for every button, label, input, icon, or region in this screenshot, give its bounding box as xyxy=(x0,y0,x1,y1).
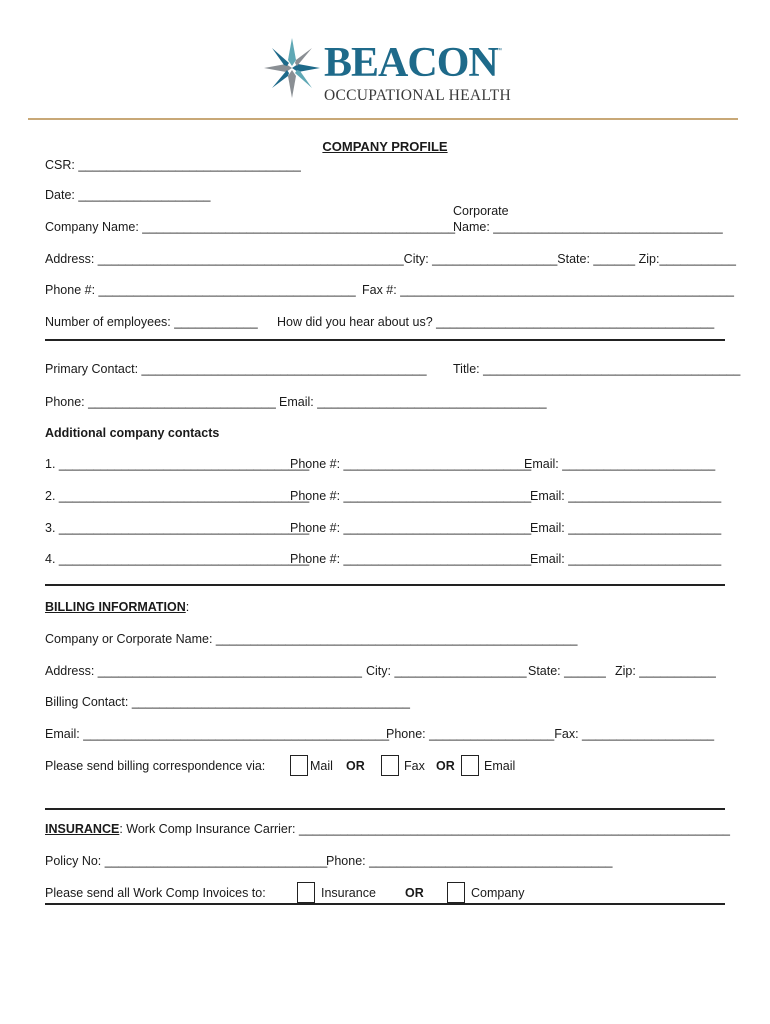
trademark: ™ xyxy=(496,48,502,54)
contact-row-phone[interactable]: Phone #: ___________________________ xyxy=(290,521,532,535)
contact-row-phone[interactable]: Phone #: ___________________________ xyxy=(290,457,532,471)
section-divider xyxy=(45,808,725,810)
phone-field[interactable]: Phone #: _____________________________________ xyxy=(45,283,356,297)
section-divider xyxy=(45,339,725,341)
insurance-phone-field[interactable]: Phone: ___________________________________ xyxy=(326,854,613,868)
email-checkbox[interactable] xyxy=(461,755,479,776)
billing-contact-field[interactable]: Billing Contact: ________________________________________ xyxy=(45,695,410,709)
brand-subtitle: OCCUPATIONAL HEALTH xyxy=(324,87,511,104)
fax-option-label: Fax xyxy=(404,759,425,773)
billing-state-field[interactable]: State: ______ xyxy=(528,664,606,678)
insurance-carrier-field[interactable]: : Work Comp Insurance Carrier: ______________________________________________________________ xyxy=(119,822,731,836)
billing-phone-fax-field[interactable]: Phone: __________________Fax: ___________________ xyxy=(386,727,715,741)
section-divider xyxy=(45,584,725,586)
corporate-name-field[interactable]: Name: _________________________________ xyxy=(453,220,723,234)
address-field[interactable]: Address: ____________________________________________City: __________________State: ______ Zip:___________ xyxy=(45,252,736,266)
billing-send-label: Please send billing correspondence via: xyxy=(45,759,266,773)
company-name-field[interactable]: Company Name: _____________________________________________ xyxy=(45,220,456,234)
contact-phone-field[interactable]: Phone: ___________________________ xyxy=(45,395,276,409)
contact-title-field[interactable]: Title: _____________________________________ xyxy=(453,362,741,376)
star-compass-icon xyxy=(262,36,322,100)
billing-address-field[interactable]: Address: ______________________________________ xyxy=(45,664,362,678)
date-field[interactable]: Date: ___________________ xyxy=(45,188,211,202)
email-option-label: Email xyxy=(484,759,516,773)
fax-checkbox[interactable] xyxy=(381,755,399,776)
contact-row-phone[interactable]: Phone #: ___________________________ xyxy=(290,489,532,503)
contact-email-field[interactable]: Email: _________________________________ xyxy=(279,395,547,409)
insurance-checkbox[interactable] xyxy=(297,882,315,903)
billing-heading-colon: : xyxy=(185,600,190,614)
heard-about-field[interactable]: How did you hear about us? ________________________________________ xyxy=(277,315,715,329)
beacon-logo xyxy=(262,36,512,108)
contact-row-name[interactable]: 3. ____________________________________ xyxy=(45,521,310,535)
contact-row-phone[interactable]: Phone #: ___________________________ xyxy=(290,552,532,566)
insurance-carrier-line[interactable] xyxy=(45,822,730,836)
billing-corp-name-field[interactable]: Company or Corporate Name: ____________________________________________________ xyxy=(45,632,578,646)
page-title: COMPANY PROFILE xyxy=(322,139,448,154)
contact-row-email[interactable]: Email: ______________________ xyxy=(530,521,722,535)
or-label: OR xyxy=(346,759,365,773)
billing-email-field[interactable]: Email: ____________________________________________ xyxy=(45,727,390,741)
contact-row-email[interactable]: Email: ______________________ xyxy=(530,552,722,566)
billing-zip-field[interactable]: Zip: ___________ xyxy=(615,664,716,678)
header-divider xyxy=(28,118,738,120)
invoice-send-label: Please send all Work Comp Invoices to: xyxy=(45,886,266,900)
primary-contact-field[interactable]: Primary Contact: _________________________________________ xyxy=(45,362,427,376)
corporate-label: Corporate xyxy=(453,204,509,218)
mail-checkbox[interactable] xyxy=(290,755,308,776)
policy-number-field[interactable]: Policy No: ________________________________ xyxy=(45,854,328,868)
contact-row-name[interactable]: 2. ____________________________________ xyxy=(45,489,310,503)
contact-row-email[interactable]: Email: ______________________ xyxy=(524,457,716,471)
insurance-option-label: Insurance xyxy=(321,886,376,900)
insurance-heading: INSURANCE xyxy=(45,822,120,836)
or-label: OR xyxy=(405,886,424,900)
company-option-label: Company xyxy=(471,886,525,900)
section-divider xyxy=(45,903,725,905)
fax-field[interactable]: Fax #: ________________________________________________ xyxy=(362,283,734,297)
company-checkbox[interactable] xyxy=(447,882,465,903)
contact-row-name[interactable]: 1. ____________________________________ xyxy=(45,457,310,471)
contact-row-name[interactable]: 4. ____________________________________ xyxy=(45,552,310,566)
csr-field[interactable]: CSR: ________________________________ xyxy=(45,158,301,172)
contact-row-email[interactable]: Email: ______________________ xyxy=(530,489,722,503)
additional-contacts-heading: Additional company contacts xyxy=(45,426,220,440)
brand-name: BEACON xyxy=(324,40,498,86)
employees-field[interactable]: Number of employees: ____________ xyxy=(45,315,258,329)
billing-city-field[interactable]: City: ___________________ xyxy=(366,664,527,678)
or-label: OR xyxy=(436,759,455,773)
mail-option-label: Mail xyxy=(310,759,333,773)
billing-heading xyxy=(45,600,189,614)
billing-heading-text: BILLING INFORMATION xyxy=(45,600,186,614)
